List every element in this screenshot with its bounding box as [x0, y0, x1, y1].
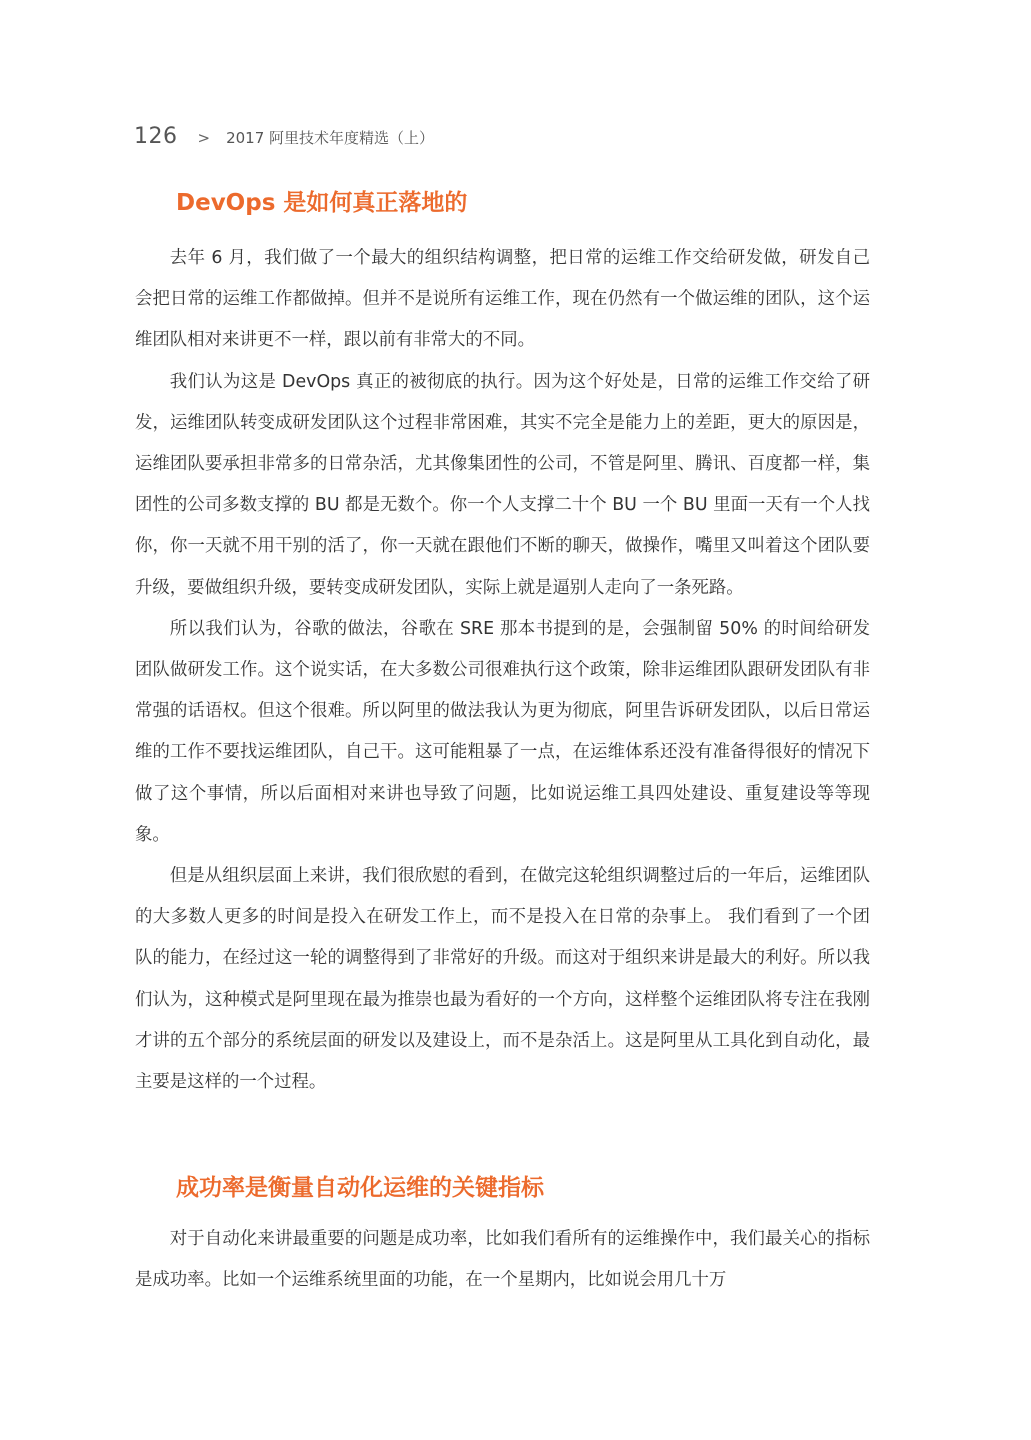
book-title: 2017 阿里技术年度精选（上）	[226, 129, 435, 147]
paragraph: 我们认为这是 DevOps 真正的被彻底的执行。因为这个好处是，日常的运维工作交给了研发，运维团队转变成研发团队这个过程非常困难，其实不完全是能力上的差距，更大的原因是，运维团队要承担非常多的日常杂活，尤其像集团性的公司，不管是阿里、腾讯、百度都一样，集团性的公司多数支撑的 BU 都是无数个。你一个人支撑二十个 BU 一个 BU 里面一天有一个人找你，你一天就不用干别的活了，你一天就在跟他们不断的聊天，做操作，嘴里又叫着这个团队要升级，要做组织升级，要转变成研发团队，实际上就是逼别人走向了一条死路。	[135, 371, 870, 598]
paragraph: 去年 6 月，我们做了一个最大的组织结构调整，把日常的运维工作交给研发做，研发自己会把日常的运维工作都做掉。但并不是说所有运维工作，现在仍然有一个做运维的团队，这个运维团队相对来讲更不一样，跟以前有非常大的不同。	[135, 248, 870, 351]
section-heading: DevOps 是如何真正落地的	[176, 190, 468, 216]
paragraph: 所以我们认为，谷歌的做法，谷歌在 SRE 那本书提到的是，会强制留 50% 的时间给研发团队做研发工作。这个说实话，在大多数公司很难执行这个政策，除非运维团队跟研发团队有非常强的话语权。但这个很难。所以阿里的做法我认为更为彻底，阿里告诉研发团队，以后日常运维的工作不要找运维团队，自己干。这可能粗暴了一点，在运维体系还没有准备得很好的情况下做了这个事情，所以后面相对来讲也导致了问题，比如说运维工具四处建设、重复建设等等现象。	[135, 618, 870, 845]
running-header	[134, 124, 434, 154]
section-heading: 成功率是衡量自动化运维的关键指标	[176, 1175, 544, 1201]
section-success-rate	[135, 1171, 870, 1301]
paragraph: 对于自动化来讲最重要的问题是成功率，比如我们看所有的运维操作中，我们最关心的指标是成功率。比如一个运维系统里面的功能，在一个星期内，比如说会用几十万	[135, 1229, 870, 1291]
header-separator: >	[197, 129, 211, 147]
paragraph: 但是从组织层面上来讲，我们很欣慰的看到，在做完这轮组织调整过后的一年后，运维团队的大多数人更多的时间是投入在研发工作上，而不是投入在日常的杂事上。 我们看到了一个团队的能力，在经过这一轮的调整得到了非常好的升级。而这对于组织来讲是最大的利好。所以我们认为，这种模式是阿里现在最为推崇也最为看好的一个方向，这样整个运维团队将专注在我刚才讲的五个部分的系统层面的研发以及建设上，而不是杂活上。这是阿里从工具化到自动化，最主要是这样的一个过程。	[135, 866, 870, 1093]
section-devops	[135, 186, 870, 1103]
page-number: 126	[134, 124, 178, 149]
